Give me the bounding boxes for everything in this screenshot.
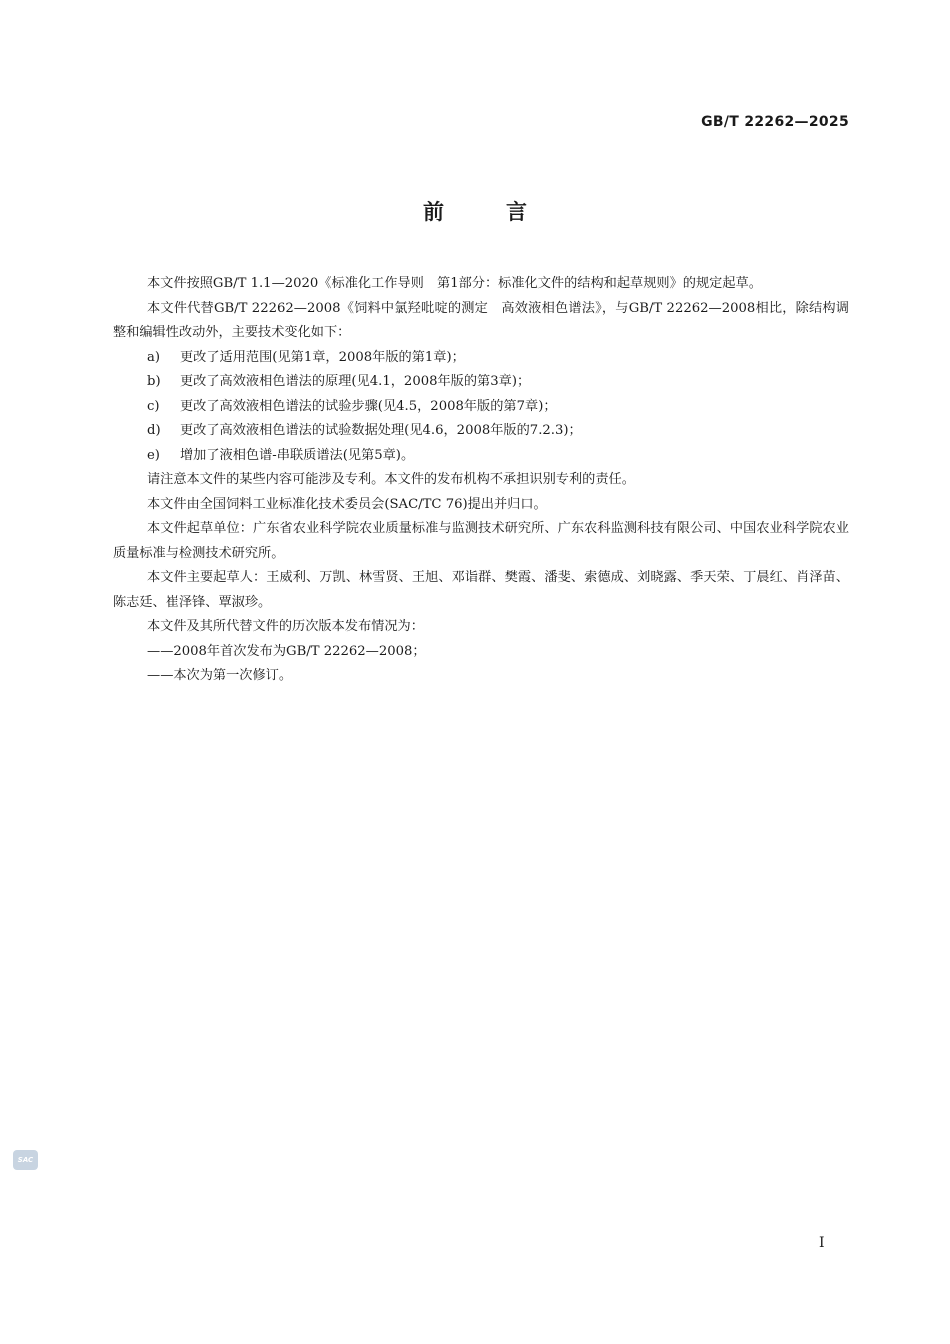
change-item-d (113, 419, 849, 444)
change-item-e (113, 444, 849, 469)
change-item-c (113, 395, 849, 420)
list-marker: c) (147, 398, 160, 414)
drafting-units-paragraph: 本文件起草单位：广东省农业科学院农业质量标准与监测技术研究所、广东农科监测科技有限公司、中国农业科学院农业质量标准与检测技术研究所。 (113, 521, 849, 561)
drafters-paragraph: 本文件主要起草人：王威利、万凯、林雪贤、王旭、邓诣群、樊霞、潘斐、索德成、刘晓露、季天荣、丁晨红、肖泽苗、陈志廷、崔泽锋、覃淑珍。 (113, 570, 849, 610)
history-item: ——本次为第一次修订。 (147, 668, 293, 683)
list-item-text: 更改了高效液相色谱法的试验步骤(见4.5，2008年版的第7章)； (180, 398, 557, 414)
history-item: ——2008年首次发布为GB/T 22262—2008； (147, 643, 426, 659)
list-item-text: 增加了液相色谱-串联质谱法(见第5章)。 (180, 447, 415, 463)
foreword-body (113, 272, 849, 689)
change-item-a (113, 346, 849, 371)
replacement-paragraph: 本文件代替GB/T 22262—2008《饲料中氯羟吡啶的测定 高效液相色谱法》，与GB/T 22262—2008相比，除结构调整和编辑性改动外，主要技术变化如下： (113, 300, 849, 340)
list-marker: b) (147, 374, 161, 389)
list-item-text: 更改了适用范围(见第1章，2008年版的第1章)； (180, 349, 465, 365)
list-marker: a) (147, 349, 161, 365)
history-intro-paragraph: 本文件及其所代替文件的历次版本发布情况为： (147, 619, 424, 634)
sac-logo-watermark: SAC (13, 1150, 38, 1170)
patent-notice-paragraph: 请注意本文件的某些内容可能涉及专利。本文件的发布机构不承担识别专利的责任。 (147, 472, 635, 487)
list-item-text: 更改了高效液相色谱法的原理(见4.1，2008年版的第3章)； (180, 374, 531, 389)
drafting-rules-paragraph: 本文件按照GB/T 1.1—2020《标准化工作导则 第1部分：标准化文件的结构和起草规则》的规定起草。 (147, 276, 762, 291)
proposer-paragraph: 本文件由全国饲料工业标准化技术委员会(SAC/TC 76)提出并归口。 (147, 496, 547, 512)
standard-number: GB/T 22262—2025 (701, 114, 849, 130)
list-marker: d) (147, 423, 161, 438)
list-item-text: 更改了高效液相色谱法的试验数据处理(见4.6，2008年版的7.2.3)； (180, 423, 582, 438)
page-title: 前言 (423, 200, 589, 224)
page-number: I (819, 1235, 825, 1251)
list-marker: e) (147, 447, 160, 463)
change-item-b (113, 370, 849, 395)
